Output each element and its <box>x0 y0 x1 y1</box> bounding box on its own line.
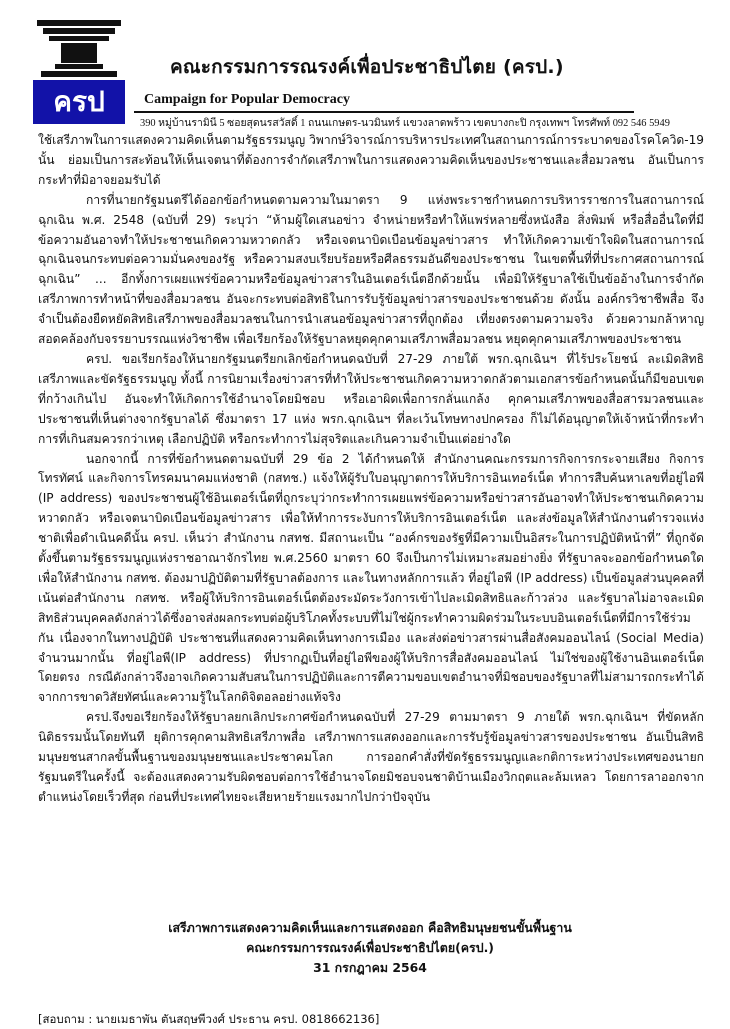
statement-date: 31 กรกฎาคม 2564 <box>313 960 427 975</box>
paragraph: ครป.จึงขอเรียกร้องให้รัฐบาลยกเลิกประกาศข้อกำหนดฉบับที่ 27-29 ตามมาตรา 9 ภายใต้ พรก.ฉุกเฉินฯ ที่ขัดหลักนิติธรรมนั้นโดยทันที ยุติการคุกคามสิทธิเสรีภาพสื่อ เสรีภาพการแสดงออกและการรับรู้ข้อมูลข่าวสารของประชาชน อันเป็นสิทธิมนุษยชนสากลขั้นพื้นฐานของมนุษยชนและประชาคมโลก การออกคำสั่งที่ขัดรัฐธรรมนูญและกติการะหว่างประเทศของนายกรัฐมนตรีในครั้งนี้ จะต้องแสดงความรับผิดชอบต่อการใช้อำนาจโดยมิชอบจนชาติบ้านเมืองวิกฤตและล้มเหลว โดยการลาออกจากตำแหน่งโดยเร็วที่สุด ก่อนที่ประเทศไทยจะเสียหายร้ายแรงมากไปกว่าปัจจุบัน <box>38 710 704 804</box>
organization-logo <box>31 14 127 126</box>
organization-name-thai: คณะกรรมการรณรงค์เพื่อประชาธิปไตย (ครป.) <box>170 56 564 78</box>
paragraph: การที่นายกรัฐมนตรีได้ออกข้อกำหนดตามความในมาตรา 9 แห่งพระราชกำหนดการบริหารราชการในสถานการณ์ฉุกเฉิน พ.ศ. 2548 (ฉบับที่ 29) ระบุว่า “ห้ามผู้ใดเสนอข่าว จำหน่ายหรือทำให้แพร่หลายซึ่งหนังสือ สิ่งพิมพ์ หรือสื่ออื่นใดที่มีข้อความอันอาจทำให้ประชาชนเกิดความหวาดกลัว หรือเจตนาบิดเบือนข้อมูลข่าวสาร ทำให้เกิดความเข้าใจผิดในสถานการณ์ฉุกเฉินจนกระทบต่อความมั่นคงของรัฐ หรือความสงบเรียบร้อยหรือศีลธรรมอันดีของประชาชน ในเขตพื้นที่ที่ประกาศสถานการณ์ฉุกเฉิน” ... อีกทั้งการเผยแพร่ข้อความหรือข้อมูลข่าวสารในอินเตอร์เน็ตอีกด้วยนั้น เพื่อมิให้รัฐบาลใช้เป็นข้ออ้างในการจำกัดเสรีภาพการทำหน้าที่ของสื่อมวลชน อันจะกระทบต่อสิทธิในการรับรู้ข้อมูลข่าวสารของประชาชนด้วย ดังนั้น องค์กรวิชาชีพสื่อ จึงจำเป็นต้องยืดหยัดสิทธิเสรีภาพของสื่อมวลชนในการนำเสนอข้อมูลข่าวสารที่ถูกต้อง เที่ยงตรงตามความจริง ด้วยความกล้าหาญสอดคล้องกับจรรยาบรรณแห่งวิชาชีพ เพื่อเรียกร้องให้รัฐบาลหยุดคุกคามเสรีภาพสื่อมวลชน หยุดคุกคามเสรีภาพของประชาชน <box>38 192 704 347</box>
paragraph: นอกจากนี้ การที่ข้อกำหนดตามฉบับที่ 29 ข้อ 2 ได้กำหนดให้ สำนักงานคณะกรรมการกิจการกระจายเสียง กิจการโทรทัศน์ และกิจการโทรคมนาคมแห่งชาติ (กสทช.) แจ้งให้ผู้รับใบอนุญาตการให้บริการอินเทอร์เน็ต ทำการสืบค้นหาเลขที่อยู่ไอพี (IP address) ของประชาชนผู้ใช้อินเตอร์เน็ตที่ถูกระบุว่ากระทำการเผยแพร่ข้อความหรือข่าวสารอันอาจทำให้ประชาชนเกิดความหวาดกลัว หรือเจตนาบิดเบือนข้อมูลข่าวสาร เพื่อให้ทำการระงับการให้บริการอินเตอร์เน็ต และส่งข้อมูลให้สำนักงานตำรวจแห่งชาติเพื่อดำเนินคดีนั้น ครป. เห็นว่า สำนักงาน กสทช. มีสถานะเป็น “องค์กรของรัฐที่มีความเป็นอิสระในการปฏิบัติหน้าที่” ที่ถูกจัดตั้งขึ้นตามรัฐธรรมนูญแห่งราชอาณาจักรไทย พ.ศ.2560 มาตรา 60 จึงเป็นการไม่เหมาะสมอย่างยิ่ง ที่รัฐบาลจะออกข้อกำหนดใดเพื่อให้สำนักงาน กสทช. ต้องมาปฏิบัติตามที่รัฐบาลต้องการ และในทางหลักการแล้ว ที่อยู่ไอพี (IP address) เป็นข้อมูลส่วนบุคคลที่เน้นต่อสำนักงาน กสทช. หรือผู้ให้บริการอินเตอร์เน็ตต้องระมัดระวังการเข้าไปละเมิดสิทธิและก้าวล่วง และรัฐบาลไม่อาจละเมิดสิทธิส่วนบุคคลดังกล่าวได้ซึ่งอาจส่งผลกระทบต่อผู้บริโภคทั้งระบบที่ไม่ใช่ผู้กระทำความผิดร่วมในระบบอินเตอร์เน็ตที่มีการใช้ร่วมกัน เนื่องจากในทางปฏิบัติ ประชาชนที่แสดงความคิดเห็นทางการเมือง และส่งต่อข่าวสารผ่านสื่อสังคมออนไลน์ (Social Media) จำนวนมากนั้น ที่อยู่ไอพี(IP address) ที่ปรากฏเป็นที่อยู่ไอพีของผู้ให้บริการสื่อสังคมออนไลน์ ไม่ใช่ของผู้ใช้งานอินเตอร์เน็ตโดยตรง กรณีดังกล่าวจึงอาจเกิดความสับสนในการปฏิบัติและการตีความขอบเขตอำนาจที่มิชอบของรัฐบาลที่ไม่สามารถกระทำได้จากการขาดวิสัยทัศน์และความรู้ในโลกดิจิตอลอย่างแท้จริง <box>38 451 704 705</box>
closing-organization: คณะกรรมการรณรงค์เพื่อประชาธิปไตย(ครป.) <box>246 940 494 955</box>
contact-line: [สอบถาม : นายเมธาพัน ตันสฤษพีวงศ์ ประธาน ครป. 0818662136] <box>38 1012 380 1026</box>
paragraph: ใช้เสรีภาพในการแสดงความคิดเห็นตามรัฐธรรมนูญ วิพากษ์วิจารณ์การบริหารประเทศในสถานการณ์การระบาดของโรคโควิด-19 นั้น ย่อมเป็นการสะท้อนให้เห็นเจตนาที่ต้องการจำกัดเสรีภาพในการแสดงความคิดเห็นของประชาชนและสื่อมวลชน อันเป็นการกระทำที่มิอาจยอมรับได้ <box>38 133 704 187</box>
closing-block <box>100 918 640 978</box>
pedestal-logo-icon <box>31 14 127 126</box>
header-divider <box>134 111 634 113</box>
organization-name-english: Campaign for Popular Democracy <box>144 92 350 107</box>
statement-body <box>38 131 704 808</box>
paragraph: ครป. ขอเรียกร้องให้นายกรัฐมนตรียกเลิกข้อกำหนดฉบับที่ 27-29 ภายใต้ พรก.ฉุกเฉินฯ ที่ไร้ประโยชน์ ละเมิดสิทธิเสรีภาพและขัดรัฐธรรมนูญ ทั้งนี้ การนิยามเรื่องข่าวสารที่ทำให้ประชาชนเกิดความหวาดกลัวตามเอกสารข้อกำหนดนั้นก็มีขอบเขตที่กว้างเกินไป อันจะทำให้เกิดการใช้อำนาจโดยมิชอบ หรือเอาผิดเพื่อการกลั่นแกล้ง คุกคามเสรีภาพของสื่อสารมวลชนและประชาชนที่เห็นต่างจากรัฐบาลได้ ซึ่งมาตรา 17 แห่ง พรก.ฉุกเฉินฯ ที่ละเว้นโทษทางปกครอง ก็ไม่ได้อนุญาตให้เจ้าหน้าที่กระทำการที่เกินสมควรกว่าเหตุ เลือกปฏิบัติ หรือกระทำการไม่สุจริตและเกินความจำเป็นแต่อย่างใด <box>38 351 704 446</box>
logo-text: ครป <box>53 85 105 118</box>
organization-address: 390 หมู่บ้านรามินี 5 ซอยสุดนรสวัสดิ์ 1 ถนนเกษตร-นวมินทร์ แขวงลาดพร้าว เขตบางกะปิ กรุงเทพฯ โทรศัพท์ 092 546 5949 <box>140 118 670 129</box>
closing-motto: เสรีภาพการแสดงความคิดเห็นและการแสดงออก คือสิทธิมนุษยชนขั้นพื้นฐาน <box>168 920 572 935</box>
